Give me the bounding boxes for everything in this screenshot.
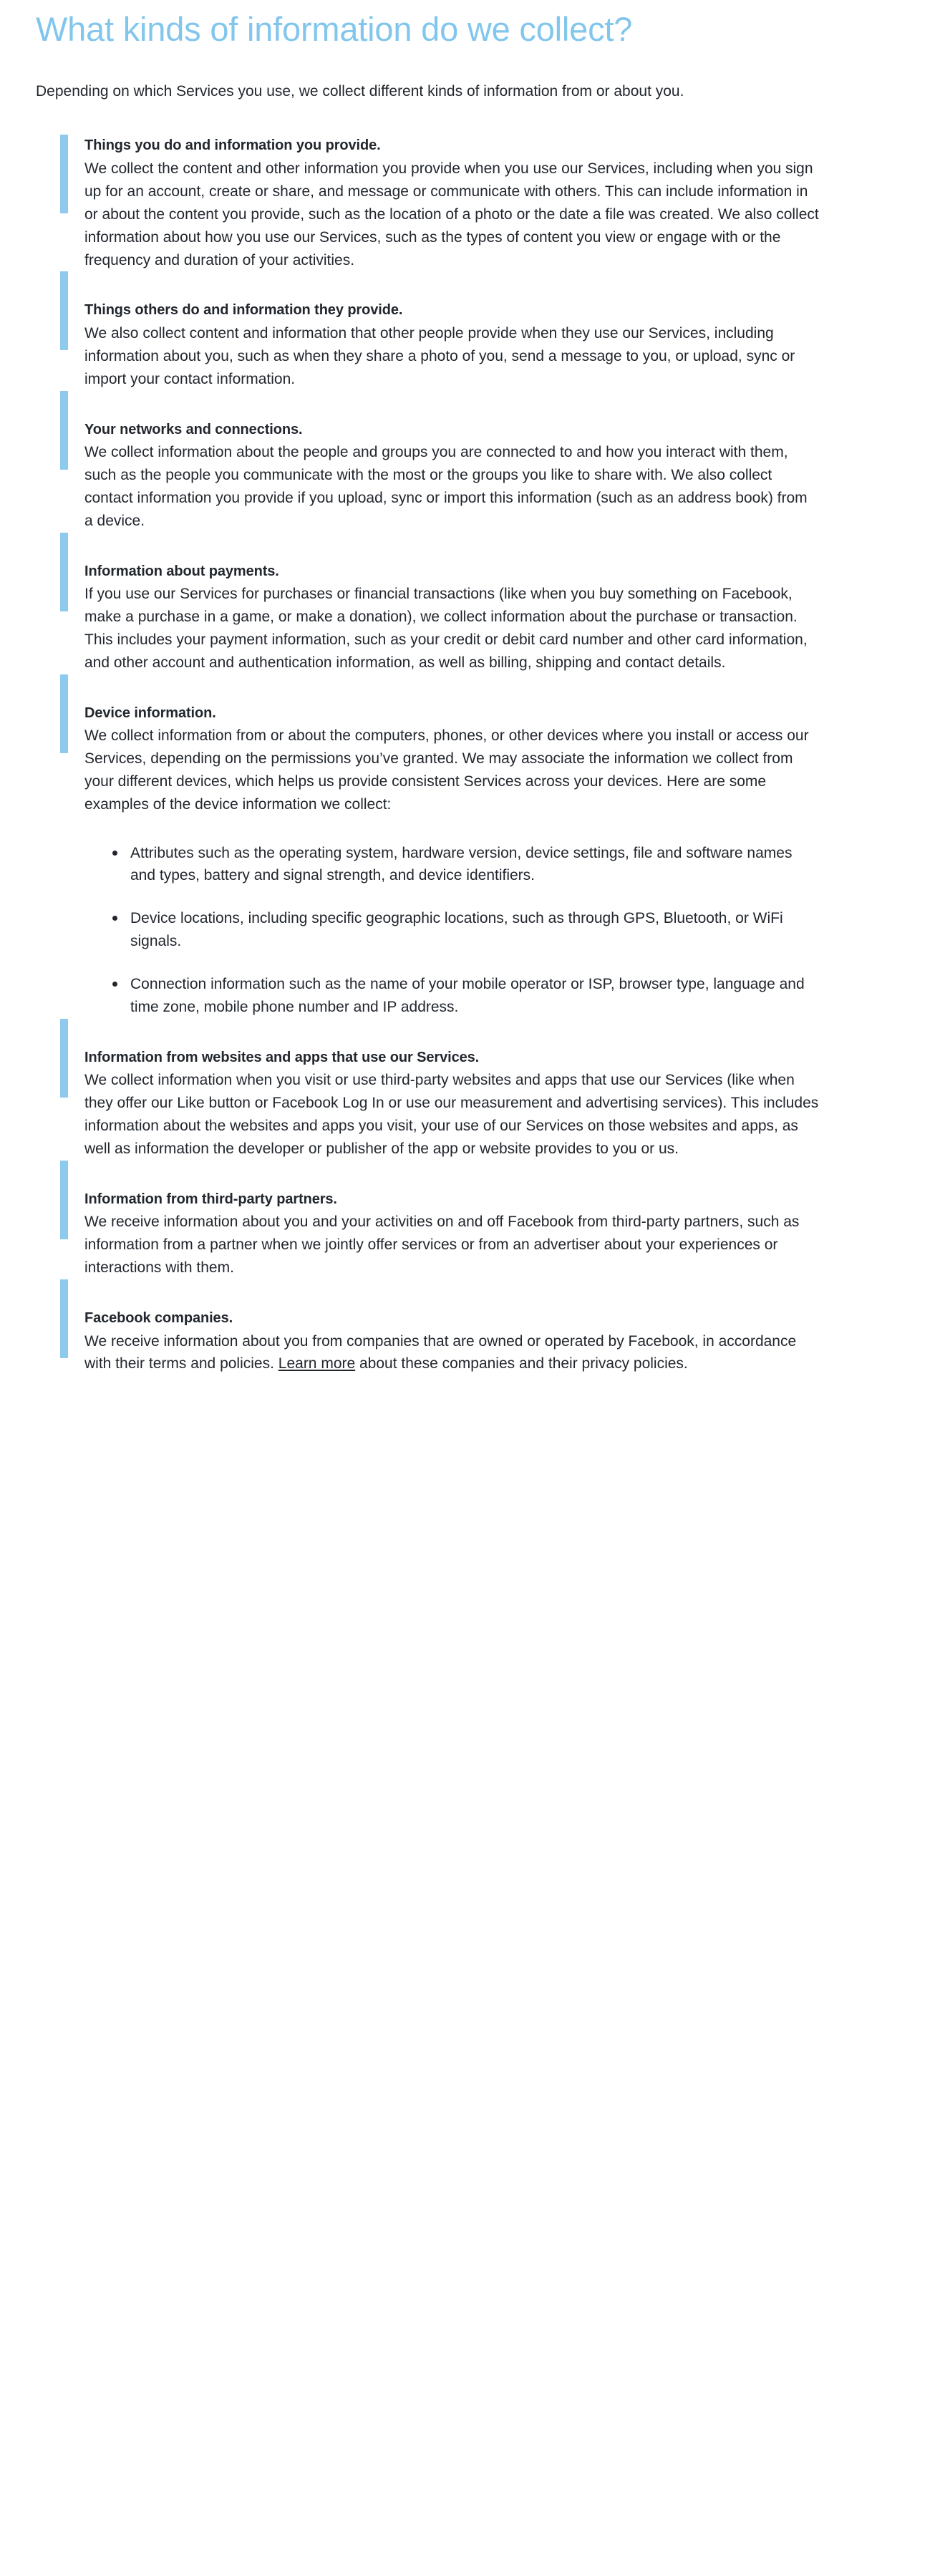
section-heading: Things others do and information they provide. <box>84 302 403 319</box>
section-body-text-before-link: We receive information about you from companies that are owned or operated by Facebook, in accordance with their terms and policies. <box>84 1332 797 1372</box>
information-sections-list <box>0 102 940 1375</box>
list-item-text: Attributes such as the operating system, hardware version, device settings, file and software names and types, battery and signal strength, and device identifiers. <box>130 844 793 884</box>
bullet-dot-icon <box>112 982 117 987</box>
section-heading: Information from websites and apps that use our Services. <box>84 1050 480 1065</box>
section-facebook-companies <box>0 1279 940 1375</box>
section-things-you-do <box>0 102 940 271</box>
quote-bar-accent <box>60 271 68 350</box>
section-body: We collect information when you visit or use third-party websites and apps that use our Services (like when they offer our Like button or Facebook Log In or use our measurement and advertising services). This includes information about the websites and apps you visit, your use of our Services on those websites and apps, as well as information the developer or publisher of the app or website provides to you or us. <box>84 1072 819 1158</box>
section-heading: Things you do and information you provide. <box>84 137 381 154</box>
quote-bar-accent <box>60 1279 68 1358</box>
section-body-text-after-link: about these companies and their privacy policies. <box>355 1355 688 1372</box>
section-heading: Device information. <box>84 704 216 721</box>
section-networks-and-connections <box>0 391 940 533</box>
quote-bar-accent <box>60 674 68 753</box>
list-item <box>110 973 820 1019</box>
section-information-about-payments <box>0 533 940 674</box>
device-information-bullet-list <box>84 842 820 1019</box>
bullet-dot-icon <box>112 916 117 921</box>
section-heading: Facebook companies. <box>84 1310 233 1327</box>
quote-bar-accent <box>60 1019 68 1098</box>
section-body: We collect the content and other information you provide when you use our Services, including when you sign up for an account, create or share, and message or communicate with others. This can include information in or about the content you provide, such as the location of a photo or the date a file was created. We also collect information about how you use our Services, such as the types of content you view or engage with or the frequency and duration of your activities. <box>84 160 819 268</box>
section-things-others-do <box>0 271 940 390</box>
quote-bar-accent <box>60 391 68 470</box>
section-body: If you use our Services for purchases or financial transactions (like when you buy something on Facebook, make a purchase in a game, or make a donation), we collect information about the purchase or transaction. This includes your payment information, such as your credit or debit card number and other card information, and other account and authentication information, as well as billing, shipping and contact details. <box>84 585 808 671</box>
section-body: We receive information about you and your activities on and off Facebook from third-party partners, such as information from a partner when we jointly offer services or from an advertiser about your experiences or interactions with them. <box>84 1214 800 1277</box>
section-body: We collect information from or about the computers, phones, or other devices where you install or access our Services, depending on the permissions you’ve granted. We may associate the information we collect from your different devices, which helps us provide consistent Services across your devices. Here are some examples of the device information we collect: <box>84 727 809 813</box>
section-body: We collect information about the people and groups you are connected to and how you interact with them, such as the people you communicate with the most or the groups you like to share with. We also collect contact information you provide if you upload, sync or import this information (such as an address book) from a device. <box>84 443 808 529</box>
bullet-dot-icon <box>112 851 117 856</box>
section-information-from-websites-and-apps <box>0 1019 940 1161</box>
quote-bar-accent <box>60 135 68 213</box>
list-item-text: Connection information such as the name of your mobile operator or ISP, browser type, language and time zone, mobile phone number and IP address. <box>130 976 805 1016</box>
list-item <box>110 842 820 888</box>
section-body: We also collect content and information that other people provide when they use our Services, including information about you, such as when they share a photo of you, send a message to you, or upload, sync or import your contact information. <box>84 324 795 387</box>
list-item <box>110 907 820 953</box>
quote-bar-accent <box>60 1161 68 1239</box>
section-body <box>84 1330 820 1376</box>
section-heading: Information about payments. <box>84 563 279 579</box>
list-item-text: Device locations, including specific geographic locations, such as through GPS, Bluetooth, or WiFi signals. <box>130 910 783 950</box>
section-heading: Your networks and connections. <box>84 421 303 437</box>
learn-more-link[interactable]: Learn more <box>278 1355 356 1372</box>
section-device-information <box>0 674 940 1019</box>
section-information-from-third-party-partners <box>0 1161 940 1279</box>
intro-paragraph: Depending on which Services you use, we collect different kinds of information from or about you. <box>36 82 684 100</box>
section-heading: Information from third-party partners. <box>84 1191 337 1208</box>
quote-bar-accent <box>60 533 68 611</box>
page-title: What kinds of information do we collect? <box>36 10 633 48</box>
